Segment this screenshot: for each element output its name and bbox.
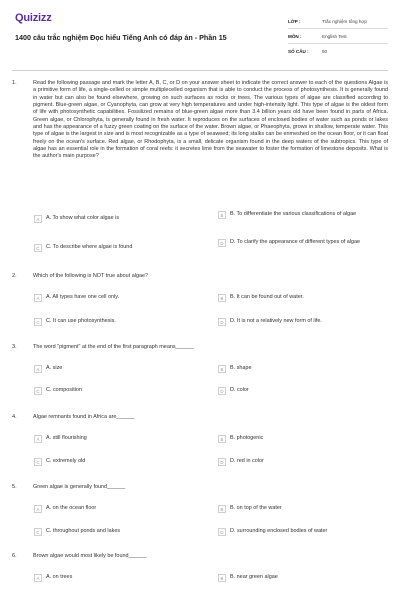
option-letter-box: A (34, 365, 42, 373)
option-letter-box: B (218, 211, 226, 219)
option-text: B. shape (230, 365, 252, 371)
option-a[interactable] (34, 215, 194, 223)
option-letter-box: C (34, 387, 42, 395)
option-letter-box: D (218, 458, 226, 466)
meta-row-subject (288, 29, 388, 44)
option-d[interactable] (218, 239, 390, 247)
option-c[interactable] (34, 458, 194, 466)
option-letter-box: A (34, 294, 42, 302)
option-letter-box: A (34, 435, 42, 443)
quizizz-logo: Quizizz (15, 12, 52, 24)
option-a[interactable] (34, 365, 194, 373)
option-b[interactable] (218, 574, 390, 582)
question-number: 2. (12, 273, 17, 279)
meta-value: 50 (322, 49, 328, 54)
option-text: A. To show what color algae is (46, 215, 120, 221)
option-b[interactable] (218, 294, 390, 302)
option-b[interactable] (218, 435, 390, 443)
option-d[interactable] (218, 458, 390, 466)
option-b[interactable] (218, 505, 390, 513)
option-letter-box: D (218, 528, 226, 536)
option-letter-box: B (218, 505, 226, 513)
option-text: D. surrounding enclosed bodies of water (230, 528, 328, 534)
question-number: 3. (12, 344, 17, 350)
option-letter-box: C (34, 528, 42, 536)
option-text: B. photogenic (230, 435, 264, 441)
option-text: C. It can use photosynthesis. (46, 318, 116, 324)
option-text: A. All types have one cell only. (46, 294, 120, 300)
option-d[interactable] (218, 318, 390, 326)
option-letter-box: A (34, 505, 42, 513)
document-header (0, 0, 400, 62)
question-number: 5. (12, 484, 17, 490)
option-d[interactable] (218, 387, 390, 395)
question-text: Which of the following is NOT true about algae? (33, 273, 149, 279)
meta-row-count (288, 44, 388, 59)
option-text: B. on top of the water (230, 505, 282, 511)
header-divider (12, 70, 388, 71)
option-letter-box: D (218, 239, 226, 247)
option-d[interactable] (218, 528, 390, 536)
option-a[interactable] (34, 574, 194, 582)
option-c[interactable] (34, 528, 194, 536)
meta-table (288, 14, 388, 59)
question-number: 4. (12, 414, 17, 420)
option-letter-box: C (34, 458, 42, 466)
option-text: C. composition (46, 387, 82, 393)
option-a[interactable] (34, 435, 194, 443)
option-text: D. red in color (230, 458, 264, 464)
option-text: A. still flourishing (46, 435, 87, 441)
option-text: A. on the ocean floor (46, 505, 97, 511)
option-text: B. It can be found out of water. (230, 294, 304, 300)
question-text: The word "pigment" at the end of the first paragraph means______ (33, 344, 194, 350)
option-a[interactable] (34, 294, 194, 302)
option-text: A. on trees (46, 574, 73, 580)
question-text: Brown algae would most likely be found______ (33, 553, 147, 559)
option-b[interactable] (218, 211, 390, 219)
option-text: B. To differentiate the various classifications of algae (230, 211, 357, 217)
option-text: A. size (46, 365, 63, 371)
option-letter-box: D (218, 387, 226, 395)
option-text: C. To describe where algae is found (46, 244, 133, 250)
option-c[interactable] (34, 244, 194, 252)
option-letter-box: A (34, 574, 42, 582)
question-text: Read the following passage and mark the letter A, B, C, or D on your answer sheet to indicate the correct answer to each of the questions Algae is a primitive form of life, a single-celled or simple multiplecelled organism that is able to conduct the process of photosynthesis. It is generally found in water but can also be found elsewhere, growing on such surfaces as rocks or trees. The various types of algae are classified according to pigment. Blue-green algae, or Cyanophyta, can grow at very high temperatures and under high-intensity light. This type of algae is the oldest form of life with photosynthetic capabilities. Fossilized remains of blue-green algae more than 3.4 billion years old have been found in parts of Africa. Green algae, or Chlorophyta, is generally found in fresh water. It reproduces on the surfaces of enclosed bodies of water such as ponds or lakes and has the appearance of a fuzzy green coating on the surface of the water. Brown algae, or Phaeophyta, grows in shallow, temperate water. This type of algae is the largest in size and is most recognizable as a type of seaweed; its long stalks can be enmeshed on the ocean floor, or it can float freely on the ocean's surface. Red algae, or Rhodophyta, is a small, delicate organism found in the deep waters of the subtropics. This type of algae has an essential role in the formation of coral reefs: it secretes lime from the seawater to foster the formation of limestone deposits. What is the author's main purpose? (33, 80, 388, 160)
option-letter-box: B (218, 294, 226, 302)
option-letter-box: B (218, 574, 226, 582)
option-text: D. To clarify the appearance of different types of algae (230, 239, 361, 245)
option-letter-box: D (218, 318, 226, 326)
option-b[interactable] (218, 365, 390, 373)
option-text: C. extremely old (46, 458, 86, 464)
question-text: Green algae is generally found______ (33, 484, 126, 490)
meta-row-class (288, 14, 388, 29)
option-text: B. near green algae (230, 574, 278, 580)
option-letter-box: A (34, 215, 42, 223)
meta-key: LỚP : (288, 18, 301, 24)
question-number: 6. (12, 553, 17, 559)
option-letter-box: C (34, 244, 42, 252)
meta-value: English Test (322, 33, 347, 39)
meta-key: MÔN : (288, 33, 302, 39)
option-letter-box: B (218, 435, 226, 443)
option-text: C. throughout ponds and lakes (46, 528, 121, 534)
option-letter-box: C (34, 318, 42, 326)
question-number: 1. (12, 80, 17, 86)
option-c[interactable] (34, 387, 194, 395)
option-letter-box: B (218, 365, 226, 373)
meta-key: SỐ CÂU : (288, 49, 309, 54)
question-text: Algae remnants found in Africa are______ (33, 414, 135, 420)
meta-value: Trắc nghiệm tổng hợp (322, 18, 367, 24)
option-a[interactable] (34, 505, 194, 513)
option-text: D. It is not a relatively new form of life. (230, 318, 322, 324)
option-c[interactable] (34, 318, 194, 326)
document-title: 1400 câu trắc nghiệm Đọc hiểu Tiếng Anh có đáp án - Phần 15 (15, 33, 227, 42)
option-text: D. color (230, 387, 249, 393)
